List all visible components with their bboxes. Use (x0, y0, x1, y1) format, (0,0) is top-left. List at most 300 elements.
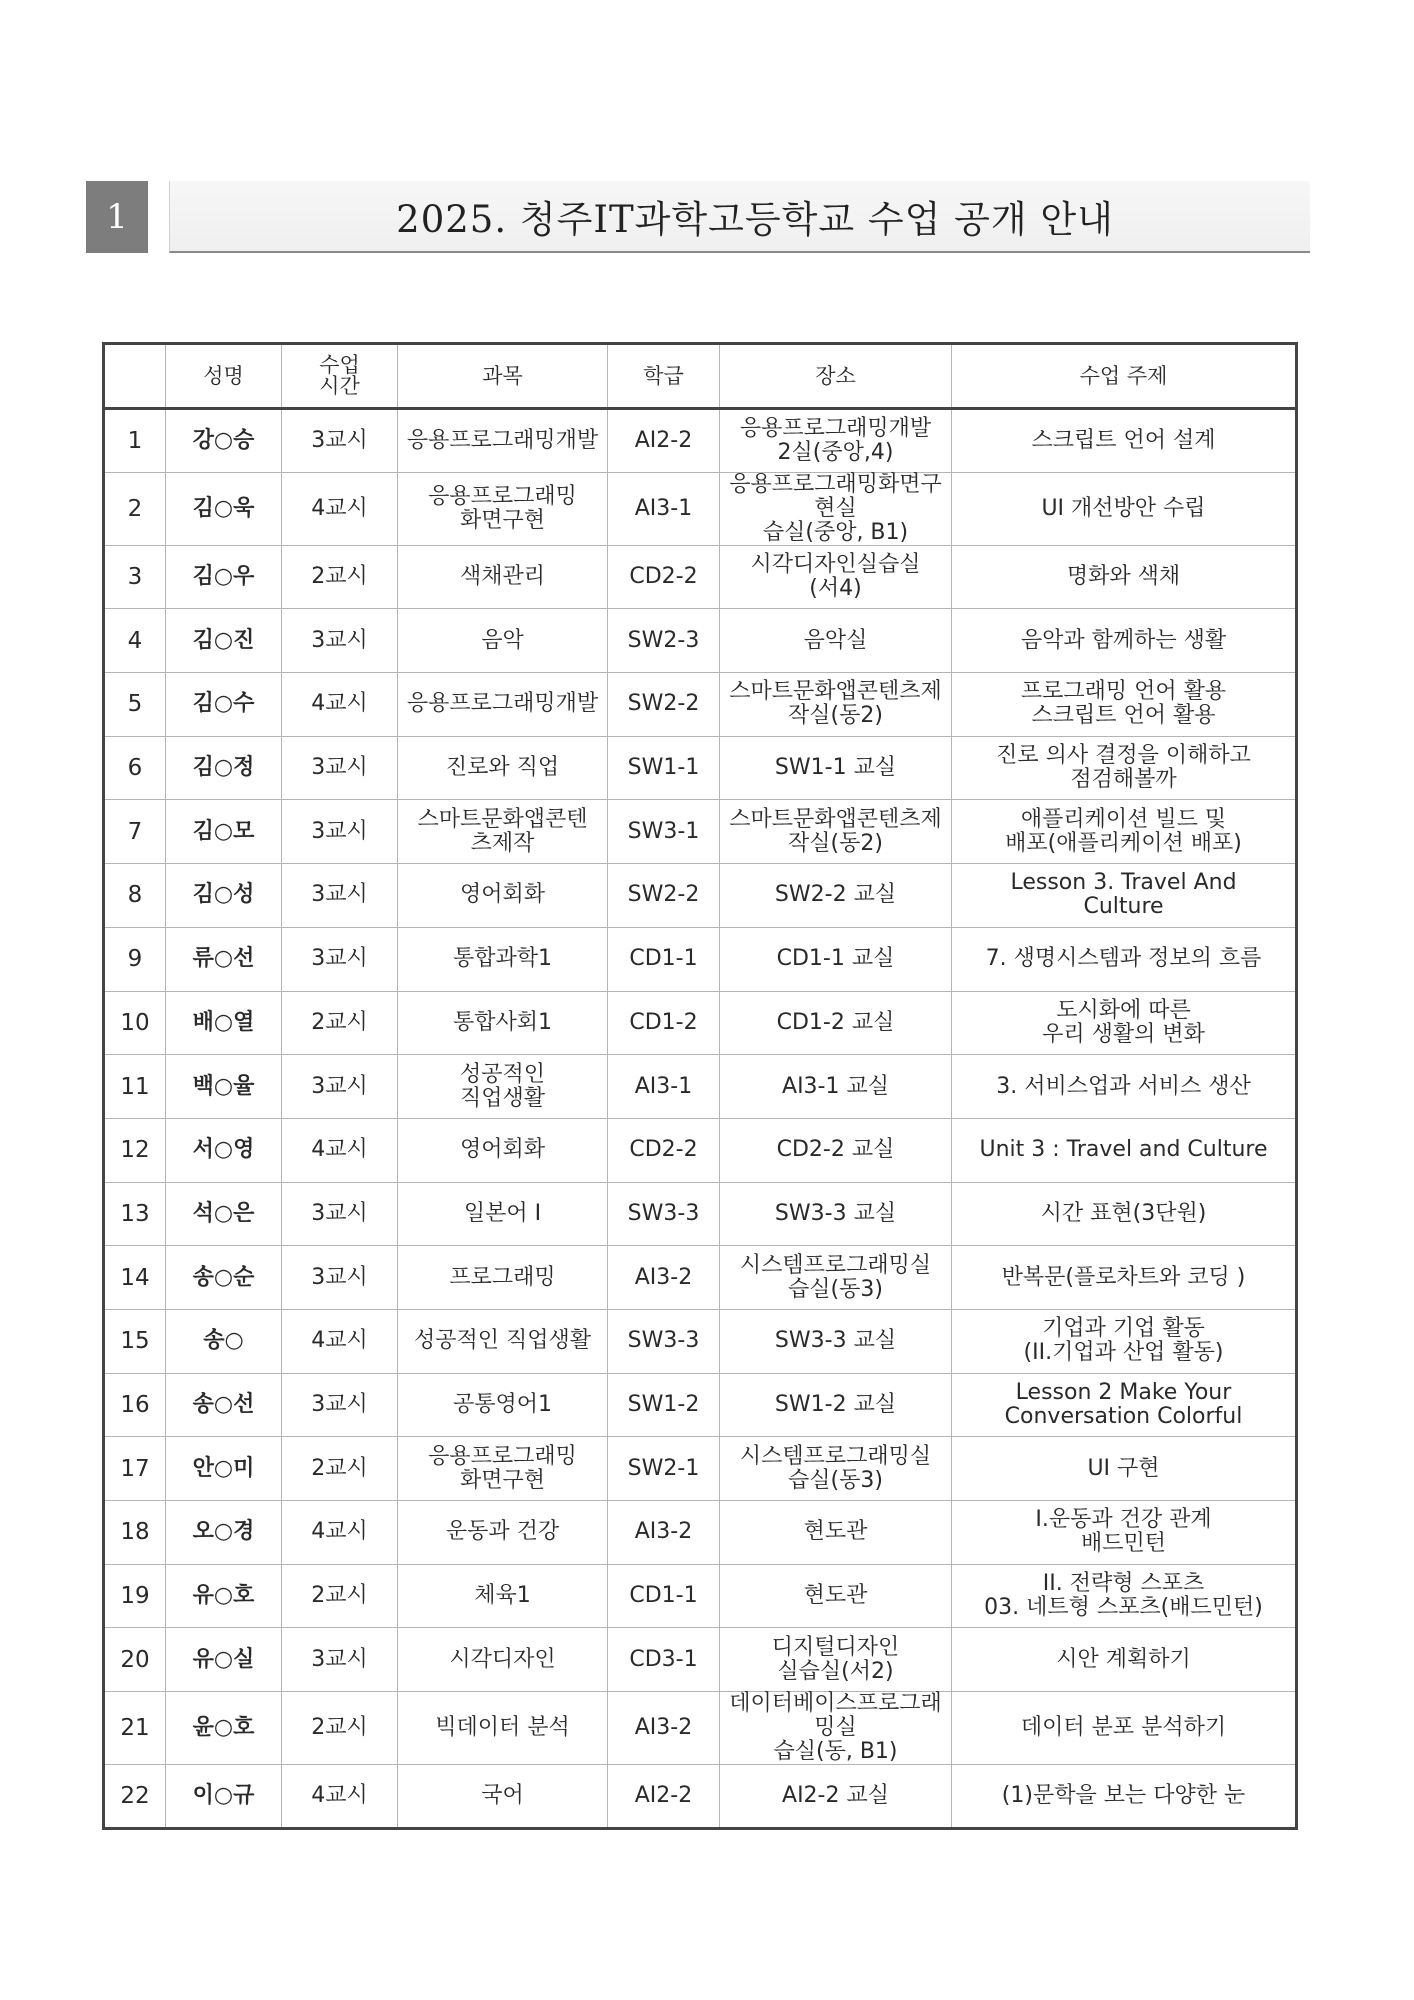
row-number-text: 1 (127, 427, 143, 454)
row-number-text: 14 (120, 1264, 150, 1291)
class-location-text: 현도관 (803, 1519, 868, 1545)
table-row (104, 1246, 1297, 1310)
class-period-text: 2교시 (311, 1009, 368, 1035)
row-number-text: 22 (120, 1782, 150, 1809)
row-number (104, 1765, 166, 1829)
class-group (608, 545, 720, 609)
class-location-text: CD1-1 교실 (776, 946, 895, 972)
subject-name (398, 1628, 608, 1692)
teacher-name (166, 1628, 282, 1692)
table-row (104, 1692, 1297, 1765)
row-number-text: 9 (127, 946, 143, 973)
lesson-topic (952, 991, 1297, 1055)
teacher-name (166, 1118, 282, 1182)
col-header-subject: 과목 (398, 344, 608, 409)
class-period-text: 4교시 (311, 495, 368, 521)
class-period-text: 2교시 (311, 1583, 368, 1609)
lesson-topic (952, 609, 1297, 673)
class-location (720, 864, 952, 928)
table-row (104, 864, 1297, 928)
teacher-name-text: 송○ (203, 1328, 244, 1354)
class-period-text: 4교시 (311, 1328, 368, 1354)
subject-name-text: 응용프로그래밍 화면구현 (428, 483, 577, 533)
row-number (104, 800, 166, 864)
class-location-text: 스마트문화앱콘텐츠제 작실(동2) (729, 679, 942, 729)
subject-name (398, 609, 608, 673)
row-number (104, 1501, 166, 1565)
class-group-text: AI3-2 (634, 1715, 693, 1741)
subject-name-text: 통합과학1 (452, 946, 552, 972)
class-period (282, 472, 398, 545)
row-number (104, 1564, 166, 1628)
class-location-text: AI3-1 교실 (782, 1073, 889, 1099)
lesson-topic-text: 3. 서비스업과 서비스 생산 (996, 1073, 1251, 1099)
class-group (608, 927, 720, 991)
class-group-text: CD2-2 (629, 1137, 698, 1163)
col-header-name: 성명 (166, 344, 282, 409)
subject-name-text: 성공적인 직업생활 (413, 1328, 591, 1354)
subject-name-text: 응용프로그래밍 화면구현 (428, 1443, 577, 1493)
row-number-text: 4 (127, 627, 143, 654)
class-period-text: 3교시 (311, 1073, 368, 1099)
teacher-name-text: 백○율 (192, 1073, 255, 1099)
class-period (282, 1437, 398, 1501)
subject-name (398, 864, 608, 928)
class-group (608, 1182, 720, 1246)
class-period (282, 1182, 398, 1246)
class-location (720, 800, 952, 864)
row-number (104, 472, 166, 545)
class-location (720, 736, 952, 800)
class-period (282, 1373, 398, 1437)
subject-name (398, 1765, 608, 1829)
teacher-name (166, 927, 282, 991)
class-group (608, 673, 720, 737)
subject-name (398, 991, 608, 1055)
class-location-text: 음악실 (803, 627, 868, 653)
row-number-text: 21 (120, 1715, 150, 1742)
table-row (104, 927, 1297, 991)
row-number (104, 1182, 166, 1246)
lesson-topic (952, 1182, 1297, 1246)
lesson-topic-text: UI 구현 (1087, 1455, 1160, 1481)
class-location (720, 673, 952, 737)
class-group (608, 800, 720, 864)
teacher-name-text: 김○정 (192, 755, 255, 781)
class-location-text: 현도관 (803, 1583, 868, 1609)
table-row (104, 673, 1297, 737)
class-location-text: SW3-3 교실 (774, 1328, 897, 1354)
class-group (608, 864, 720, 928)
class-location (720, 1309, 952, 1373)
subject-name-text: 프로그래밍 (449, 1264, 556, 1290)
class-location-text: 디지털디자인 실습실(서2) (771, 1634, 900, 1684)
class-group (608, 1692, 720, 1765)
class-period (282, 1564, 398, 1628)
teacher-name (166, 864, 282, 928)
class-location-text: 데이터베이스프로그래밍실 습실(동, B1) (729, 1691, 942, 1765)
class-group-text: CD2-2 (629, 564, 698, 590)
class-group (608, 609, 720, 673)
table-body (104, 409, 1297, 1829)
class-location (720, 991, 952, 1055)
teacher-name-text: 송○순 (192, 1264, 255, 1290)
teacher-name (166, 1501, 282, 1565)
lesson-topic (952, 472, 1297, 545)
teacher-name-text: 김○수 (192, 691, 255, 717)
class-group (608, 1628, 720, 1692)
class-group-text: AI3-1 (634, 495, 693, 521)
subject-name (398, 1564, 608, 1628)
teacher-name (166, 1437, 282, 1501)
row-number-text: 3 (127, 564, 143, 591)
class-period (282, 409, 398, 473)
subject-name (398, 1692, 608, 1765)
lesson-topic (952, 1373, 1297, 1437)
row-number-text: 2 (127, 495, 143, 522)
lesson-topic (952, 1246, 1297, 1310)
row-number (104, 1246, 166, 1310)
table-row (104, 1118, 1297, 1182)
class-location-text: AI2-2 교실 (782, 1782, 889, 1808)
class-group (608, 1501, 720, 1565)
class-location-text: SW1-1 교실 (774, 755, 897, 781)
row-number (104, 673, 166, 737)
class-period (282, 864, 398, 928)
lesson-topic-text: 음악과 함께하는 생활 (1020, 627, 1227, 653)
class-group (608, 1246, 720, 1310)
class-period (282, 1118, 398, 1182)
class-period-text: 3교시 (311, 946, 368, 972)
class-group-text: SW3-3 (627, 1328, 700, 1354)
row-number (104, 609, 166, 673)
subject-name (398, 927, 608, 991)
class-location-text: 스마트문화앱콘텐츠제 작실(동2) (729, 806, 942, 856)
class-group-text: SW2-2 (627, 691, 700, 717)
class-period (282, 1628, 398, 1692)
subject-name-text: 공통영어1 (452, 1391, 552, 1417)
class-location-text: 시스템프로그래밍실 습실(동3) (739, 1443, 932, 1493)
teacher-name (166, 1373, 282, 1437)
row-number-text: 17 (120, 1455, 150, 1482)
teacher-name-text: 김○성 (192, 882, 255, 908)
table-row (104, 472, 1297, 545)
subject-name (398, 1182, 608, 1246)
teacher-name (166, 1246, 282, 1310)
class-location (720, 1246, 952, 1310)
row-number (104, 991, 166, 1055)
lesson-topic-text: 프로그래밍 언어 활용 스크립트 언어 활용 (1020, 679, 1227, 729)
subject-name-text: 응용프로그래밍개발 (406, 427, 599, 453)
class-period-text: 3교시 (311, 1646, 368, 1672)
teacher-name-text: 유○실 (192, 1646, 255, 1672)
row-number-text: 15 (120, 1328, 150, 1355)
row-number (104, 1055, 166, 1119)
table-row (104, 409, 1297, 473)
teacher-name-text: 배○열 (192, 1009, 255, 1035)
row-number-text: 18 (120, 1519, 150, 1546)
col-header-location: 장소 (720, 344, 952, 409)
lesson-topic (952, 1628, 1297, 1692)
row-number-text: 19 (120, 1583, 150, 1610)
open-class-schedule-table (102, 342, 1298, 1830)
row-number (104, 1692, 166, 1765)
subject-name-text: 음악 (481, 627, 524, 653)
row-number-text: 8 (127, 882, 143, 909)
table-row (104, 1765, 1297, 1829)
lesson-topic (952, 1501, 1297, 1565)
class-location (720, 409, 952, 473)
table-row (104, 991, 1297, 1055)
class-location (720, 1692, 952, 1765)
lesson-topic (952, 1055, 1297, 1119)
class-group-text: SW2-1 (627, 1455, 700, 1481)
class-location-text: 응용프로그래밍개발 2실(중앙,4) (739, 415, 932, 465)
lesson-topic-text: 기업과 기업 활동 (II.기업과 산업 활동) (1023, 1316, 1224, 1366)
class-group-text: AI3-2 (634, 1519, 693, 1545)
class-location (720, 472, 952, 545)
subject-name-text: 빅데이터 분석 (435, 1715, 570, 1741)
table-row (104, 1564, 1297, 1628)
class-period-text: 3교시 (311, 1200, 368, 1226)
subject-name-text: 체육1 (474, 1583, 531, 1609)
class-period-text: 4교시 (311, 1519, 368, 1545)
class-period (282, 991, 398, 1055)
lesson-topic-text: 반복문(플로차트와 코딩 ) (1001, 1264, 1246, 1290)
class-location (720, 1118, 952, 1182)
teacher-name (166, 1309, 282, 1373)
subject-name-text: 일본어 I (463, 1200, 542, 1226)
class-group (608, 409, 720, 473)
row-number (104, 864, 166, 928)
teacher-name-text: 강○승 (192, 427, 255, 453)
teacher-name-text: 안○미 (192, 1455, 255, 1481)
lesson-topic (952, 864, 1297, 928)
class-period-text: 3교시 (311, 427, 368, 453)
subject-name (398, 736, 608, 800)
class-group-text: AI2-2 (634, 427, 693, 453)
row-number (104, 927, 166, 991)
subject-name-text: 스마트문화앱콘텐 츠제작 (417, 806, 588, 856)
class-period (282, 927, 398, 991)
col-header-period: 수업 시간 (282, 344, 398, 409)
subject-name-text: 운동과 건강 (445, 1519, 560, 1545)
teacher-name (166, 409, 282, 473)
class-location-text: SW3-3 교실 (774, 1200, 897, 1226)
class-group (608, 1055, 720, 1119)
class-group (608, 1765, 720, 1829)
row-number-text: 20 (120, 1646, 150, 1673)
class-group-text: CD1-1 (629, 946, 698, 972)
lesson-topic (952, 673, 1297, 737)
teacher-name (166, 1564, 282, 1628)
class-period (282, 1501, 398, 1565)
class-period-text: 2교시 (311, 1455, 368, 1481)
teacher-name-text: 송○선 (192, 1391, 255, 1417)
row-number-text: 11 (120, 1073, 150, 1100)
class-group-text: SW1-2 (627, 1391, 700, 1417)
class-period (282, 545, 398, 609)
table-row (104, 1628, 1297, 1692)
row-number (104, 1373, 166, 1437)
class-group (608, 1437, 720, 1501)
class-period (282, 609, 398, 673)
class-location (720, 1373, 952, 1437)
teacher-name (166, 545, 282, 609)
class-period (282, 1765, 398, 1829)
class-period-text: 3교시 (311, 627, 368, 653)
section-number: 1 (86, 181, 148, 253)
lesson-topic (952, 800, 1297, 864)
subject-name-text: 진로와 직업 (445, 755, 560, 781)
lesson-topic (952, 1118, 1297, 1182)
lesson-topic-text: (1)문학을 보는 다양한 눈 (1001, 1782, 1246, 1808)
class-group-text: CD1-1 (629, 1583, 698, 1609)
subject-name (398, 1373, 608, 1437)
subject-name-text: 시각디자인 (449, 1646, 556, 1672)
class-period-text: 4교시 (311, 1782, 368, 1808)
table-row (104, 609, 1297, 673)
row-number-text: 13 (120, 1200, 150, 1227)
lesson-topic (952, 1564, 1297, 1628)
class-location (720, 1055, 952, 1119)
class-period (282, 1246, 398, 1310)
table-row (104, 1373, 1297, 1437)
teacher-name-text: 김○우 (192, 564, 255, 590)
lesson-topic (952, 736, 1297, 800)
class-location-text: SW2-2 교실 (774, 882, 897, 908)
lesson-topic-text: Lesson 2 Make Your Conversation Colorful (1004, 1379, 1243, 1429)
lesson-topic-text: 진로 의사 결정을 이해하고 점검해볼까 (996, 743, 1251, 793)
class-group (608, 736, 720, 800)
teacher-name (166, 609, 282, 673)
col-header-no (104, 344, 166, 409)
class-location-text: 시각디자인실습실 (서4) (750, 552, 921, 602)
teacher-name-text: 이○규 (192, 1782, 255, 1808)
class-location (720, 1501, 952, 1565)
page-title: 2025. 청주IT과학고등학교 수업 공개 안내 (396, 198, 1114, 241)
class-location (720, 1628, 952, 1692)
teacher-name (166, 1182, 282, 1246)
table-row (104, 736, 1297, 800)
col-header-class: 학급 (608, 344, 720, 409)
teacher-name-text: 김○모 (192, 818, 255, 844)
title-band (169, 181, 1310, 253)
subject-name-text: 성공적인 직업생활 (459, 1061, 545, 1111)
col-header-topic: 수업 주제 (952, 344, 1297, 409)
class-period-text: 3교시 (311, 1391, 368, 1417)
class-period-text: 4교시 (311, 1137, 368, 1163)
teacher-name-text: 석○은 (192, 1200, 255, 1226)
subject-name (398, 409, 608, 473)
lesson-topic (952, 1765, 1297, 1829)
row-number-text: 10 (120, 1009, 150, 1036)
subject-name (398, 1501, 608, 1565)
class-group (608, 1118, 720, 1182)
teacher-name (166, 1055, 282, 1119)
class-group-text: SW3-3 (627, 1200, 700, 1226)
class-period (282, 800, 398, 864)
teacher-name (166, 1765, 282, 1829)
table-row (104, 1055, 1297, 1119)
class-period-text: 2교시 (311, 1715, 368, 1741)
class-location-text: CD1-2 교실 (776, 1009, 895, 1035)
lesson-topic (952, 1309, 1297, 1373)
class-location-text: 시스템프로그래밍실 습실(동3) (739, 1252, 932, 1302)
lesson-topic-text: 시간 표현(3단원) (1040, 1200, 1207, 1226)
row-number (104, 545, 166, 609)
row-number (104, 1437, 166, 1501)
class-group-text: AI2-2 (634, 1782, 693, 1808)
table-row (104, 1437, 1297, 1501)
subject-name (398, 1309, 608, 1373)
class-group (608, 472, 720, 545)
class-period-text: 3교시 (311, 882, 368, 908)
lesson-topic-text: 애플리케이션 빌드 및 배포(애플리케이션 배포) (1005, 806, 1242, 856)
teacher-name (166, 472, 282, 545)
lesson-topic (952, 545, 1297, 609)
class-period (282, 1309, 398, 1373)
teacher-name (166, 800, 282, 864)
subject-name-text: 영어회화 (459, 1137, 545, 1163)
subject-name (398, 1118, 608, 1182)
subject-name (398, 472, 608, 545)
table-header-row (104, 344, 1297, 409)
row-number-text: 6 (127, 755, 143, 782)
class-location (720, 1437, 952, 1501)
class-location-text: CD2-2 교실 (776, 1137, 895, 1163)
row-number (104, 1628, 166, 1692)
teacher-name-text: 김○진 (192, 627, 255, 653)
teacher-name (166, 673, 282, 737)
class-group-text: SW2-2 (627, 882, 700, 908)
row-number (104, 1118, 166, 1182)
class-period (282, 1055, 398, 1119)
class-group-text: AI3-2 (634, 1264, 693, 1290)
class-location (720, 1765, 952, 1829)
subject-name (398, 1055, 608, 1119)
lesson-topic-text: I.운동과 건강 관계 배드민턴 (1035, 1507, 1212, 1557)
class-group (608, 1564, 720, 1628)
lesson-topic-text: Lesson 3. Travel And Culture (1010, 870, 1237, 920)
class-period-text: 4교시 (311, 691, 368, 717)
lesson-topic-text: UI 개선방안 수립 (1041, 495, 1206, 521)
class-location (720, 1182, 952, 1246)
row-number-text: 7 (127, 818, 143, 845)
subject-name-text: 색채관리 (459, 564, 545, 590)
class-location (720, 609, 952, 673)
subject-name (398, 1246, 608, 1310)
class-location-text: SW1-2 교실 (774, 1391, 897, 1417)
section-header (86, 181, 1309, 253)
lesson-topic-text: 스크립트 언어 설계 (1031, 427, 1216, 453)
class-group-text: SW1-1 (627, 755, 700, 781)
class-period-text: 3교시 (311, 1264, 368, 1290)
class-location (720, 545, 952, 609)
lesson-topic-text: 7. 생명시스템과 정보의 흐름 (985, 946, 1262, 972)
teacher-name (166, 1692, 282, 1765)
subject-name (398, 545, 608, 609)
table-row (104, 1182, 1297, 1246)
teacher-name-text: 김○욱 (192, 495, 255, 521)
teacher-name (166, 736, 282, 800)
lesson-topic-text: 도시화에 따른 우리 생활의 변화 (1042, 997, 1205, 1047)
class-period (282, 673, 398, 737)
subject-name-text: 영어회화 (459, 882, 545, 908)
subject-name (398, 800, 608, 864)
class-period-text: 3교시 (311, 818, 368, 844)
subject-name-text: 국어 (481, 1782, 524, 1808)
